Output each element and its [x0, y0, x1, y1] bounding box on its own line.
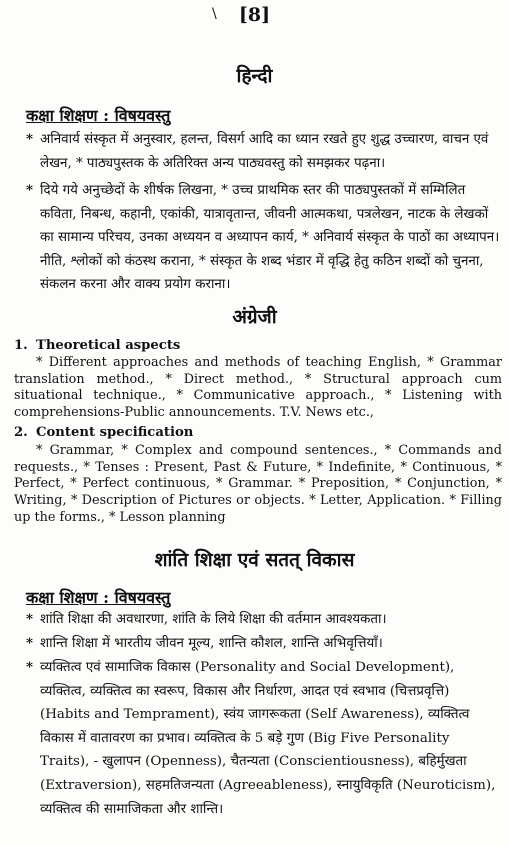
english-item-1-text: * Different approaches and methods of teaching English, * Grammar translation method., * Direct method., * Structural approach cum situational technique., * Communicative approach., * Listening with comprehensions-Public announcements. T.V. News etc.,	[14, 355, 502, 421]
hindi-subheading: कक्षा शिक्षण : विषयवस्तु	[26, 106, 171, 125]
hindi-bullet-2-text: दिये गये अनुच्छेदों के शीर्षक लिखना, * उच्च प्राथमिक स्तर की पाठ्यपुस्तकों में सम्मिलित कविता, निबन्ध, कहानी, एकांकी, यात्रावृतान्त, जीवनी आत्मकथा, पत्रलेखन, नाटक के लेखकों का सामान्य परिचय, उनका अध्ययन व अध्यापन कार्य, * अनिवार्य संस्कृत के पाठों का अध्यापन। नीति, श्लोकों को कंठस्थ कराना, * संस्कृत के शब्द भंडार में वृद्धि हेतु कठिन शब्दों को चुनना, संकलन करना और वाक्य प्रयोग कराना।	[40, 183, 500, 293]
english-item-2-heading	[14, 425, 193, 440]
peace-bullet-3	[26, 656, 502, 821]
english-section-title: अंग्रेजी	[232, 306, 277, 328]
peace-bullet-3-text: व्यक्तित्व एवं सामाजिक विकास (Personality and Social Development), व्यक्तित्व, व्यक्तित्व का स्वरूप, विकास और निर्धारण, आदत एवं स्वभाव (चित्तप्रवृत्ति) (Habits and Temprament), स्वंय जागरूकता (Self Awareness), व्यक्तित्व विकास में वातावरण का प्रभाव। व्यक्तित्व के 5 बड़े गुण (Big Five Personality Traits), - खुलापन (Openness), चैतन्यता (Conscientiousness), बहिर्मुखता (Extraversion), सहमतिजन्यता (Agreeableness), स्नायुविकृति (Neuroticism), व्यक्तित्व की सामाजिकता और शान्ति।	[40, 660, 496, 817]
hindi-section-title: हिन्दी	[236, 65, 273, 87]
hindi-bullet-1-text: अनिवार्य संस्कृत में अनुस्वार, हलन्त, विसर्ग आदि का ध्यान रखते हुए शुद्ध उच्चारण, वाचन एवं लेखन, * पाठ्यपुस्तक के अतिरिक्त अन्य पाठ्यवस्तु को समझकर पढ़ना।	[40, 132, 489, 171]
page-number	[0, 4, 509, 26]
peace-bullet-1	[26, 608, 502, 632]
hindi-bullet-2	[26, 179, 502, 297]
peace-bullet-1-text: शांति शिक्षा की अवधारणा, शांति के लिये शिक्षा की वर्तमान आवश्यकता।	[40, 612, 387, 627]
peace-section-title: शांति शिक्षा एवं सतत् विकास	[154, 549, 355, 571]
english-item-2-body	[14, 443, 502, 527]
bullet-star: *	[26, 611, 34, 627]
bullet-star: *	[26, 659, 34, 675]
english-item-1-heading	[14, 338, 180, 353]
english-item-2-text: * Grammar, * Complex and compound sentences., * Commands and requests., * Tenses : Present, Past & Future, * Indefinite, * Continuous, * Perfect, * Perfect continuous, * Grammar. * Preposition, * Conjunction, * Writing, * Description of Pictures or objects. * Letter, Application. * Filling up the forms., * Lesson planning	[14, 443, 502, 525]
bullet-star: *	[26, 635, 34, 651]
item-title: Content specification	[36, 425, 194, 440]
item-title: Theoretical aspects	[36, 338, 181, 353]
item-number: 2.	[14, 425, 28, 440]
bullet-star: *	[26, 182, 34, 198]
bullet-star: *	[26, 131, 34, 147]
peace-bullet-2-text: शान्ति शिक्षा में भारतीय जीवन मूल्य, शान्ति कौशल, शान्ति अभिवृत्तियाँ।	[40, 636, 383, 651]
page-number-text: [8]	[238, 4, 271, 26]
page-mark: \	[212, 6, 217, 22]
item-number: 1.	[14, 338, 28, 353]
peace-subheading: कक्षा शिक्षण : विषयवस्तु	[26, 588, 171, 607]
english-item-1-body	[14, 355, 502, 422]
peace-bullet-2	[26, 632, 502, 656]
hindi-bullet-1	[26, 128, 502, 175]
